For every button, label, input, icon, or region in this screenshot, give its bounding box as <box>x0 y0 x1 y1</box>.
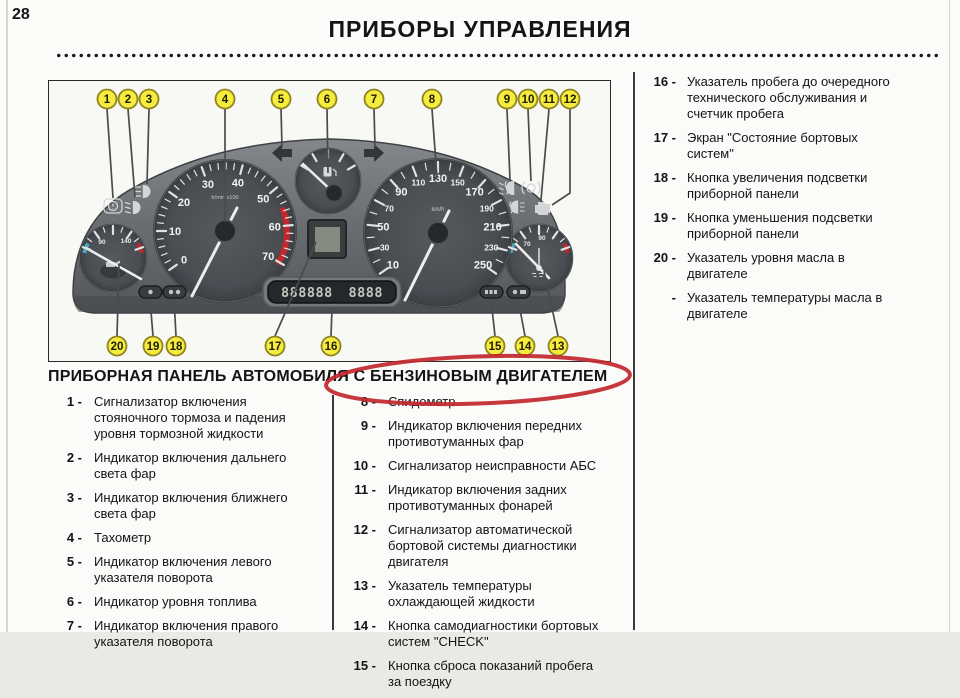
callout-number-16: 16 <box>325 341 338 353</box>
callout-number-5: 5 <box>278 94 285 106</box>
legend-item-text: Указатель уровня масла в двигателе <box>687 250 845 282</box>
callout-number-11: 11 <box>543 94 556 106</box>
legend-item-number: 4 - <box>48 530 94 546</box>
legend-item-number: 10 - <box>342 458 388 474</box>
legend-item <box>48 530 330 546</box>
legend-item-text: Экран "Состояние бортовых систем" <box>687 130 858 162</box>
legend-item-text: Кнопка увеличения подсветки приборной панели <box>687 170 867 202</box>
legend-item-text: Указатель пробега до очередного технического обслуживания и счетчик пробега <box>687 74 890 122</box>
callout-number-17: 17 <box>269 341 282 353</box>
gauge-scale-label: 90 <box>395 187 407 199</box>
legend-item <box>648 250 944 282</box>
callout-number-18: 18 <box>170 341 183 353</box>
brighten-button <box>163 286 186 298</box>
gauge-scale-label: 230 <box>484 242 498 252</box>
legend-item-number: 9 - <box>342 418 388 450</box>
callout-number-14: 14 <box>519 341 532 353</box>
legend-item <box>48 594 330 610</box>
legend-item-number: 14 - <box>342 618 388 650</box>
legend-item <box>648 170 944 202</box>
legend-item-text: Индикатор включения правого указателя поворота <box>94 618 278 650</box>
legend-item-number: 8 - <box>342 394 388 410</box>
legend-item-number: 5 - <box>48 554 94 586</box>
legend-item-number: 19 - <box>648 210 687 242</box>
legend-item-text: Индикатор включения передних противотуманных фар <box>388 418 582 450</box>
gauge-scale-label: 170 <box>465 187 483 199</box>
legend-item <box>48 450 330 482</box>
fuel-gauge-hub <box>326 185 343 202</box>
dotted-rule <box>55 53 940 58</box>
legend-item-number: 18 - <box>648 170 687 202</box>
legend-item-number: 7 - <box>48 618 94 650</box>
page-edge-left <box>6 0 8 632</box>
legend-item <box>648 130 944 162</box>
page-edge-right <box>949 0 951 632</box>
legend-item <box>342 418 630 450</box>
gauge-scale-label: 210 <box>483 221 501 233</box>
gauge-scale-label: 60 <box>269 221 281 233</box>
gauge-scale-label: 50 <box>257 194 269 206</box>
legend-item-number: 1 - <box>48 394 94 442</box>
odometer-digits: 888888 8888 <box>281 285 383 301</box>
legend-item <box>648 290 944 322</box>
gauge-scale-label: 30 <box>202 179 214 191</box>
coolant-gauge-label-90: 90 <box>538 235 546 242</box>
callout-number-2: 2 <box>125 94 131 106</box>
odometer-display <box>263 277 401 307</box>
tach-hub <box>214 220 236 242</box>
status-screen <box>308 220 346 258</box>
legend-item-number: 11 - <box>342 482 388 514</box>
legend-item <box>342 618 630 650</box>
speedo-hub <box>427 222 449 244</box>
tach-unit-label: tr/min x100 <box>211 195 238 201</box>
column-divider-legend <box>332 395 334 630</box>
legend-item <box>648 74 944 122</box>
legend-item <box>48 618 330 650</box>
coolant-gauge-label-70: 70 <box>523 241 531 248</box>
gauge-scale-label: 150 <box>451 177 465 187</box>
right-description-column <box>648 74 944 330</box>
gauge-scale-label: 50 <box>377 221 389 233</box>
dim-button <box>139 286 162 298</box>
gauge-scale-label: 190 <box>480 203 494 213</box>
legend-item-text: Указатель температуры масла в двигателе <box>687 290 882 322</box>
legend-column-2 <box>342 394 630 698</box>
legend-item <box>648 210 944 242</box>
legend-item-number: 2 - <box>48 450 94 482</box>
legend-item-number: 13 - <box>342 578 388 610</box>
legend-item <box>342 394 630 410</box>
gauge-scale-label: 40 <box>232 178 244 190</box>
gauge-scale-label: 0 <box>181 255 187 267</box>
legend-item-text: Индикатор включения ближнего света фар <box>94 490 288 522</box>
legend-item <box>342 578 630 610</box>
legend-item-text: Сигнализатор автоматической бортовой системы диагностики двигателя <box>388 522 577 570</box>
gauge-scale-label: 10 <box>169 226 181 238</box>
legend-item-text: Кнопка сброса показаний пробега за поездку <box>388 658 593 690</box>
legend-item-text: Индикатор уровня топлива <box>94 594 257 610</box>
legend-item-number: 3 - <box>48 490 94 522</box>
legend-item-text: Индикатор включения задних противотуманных фонарей <box>388 482 567 514</box>
callout-number-3: 3 <box>146 94 152 106</box>
gauge-scale-label: 250 <box>474 259 492 271</box>
legend-item-text: Кнопка уменьшения подсветки приборной панели <box>687 210 873 242</box>
callout-number-12: 12 <box>564 94 577 106</box>
legend-item-number: 16 - <box>648 74 687 122</box>
callout-number-4: 4 <box>222 94 229 106</box>
legend-item-text: Кнопка самодиагностики бортовых систем "CHECK" <box>388 618 598 650</box>
gauge-scale-label: 20 <box>178 197 190 209</box>
legend-item <box>342 482 630 514</box>
callout-number-13: 13 <box>552 341 565 353</box>
legend-item-number: 6 - <box>48 594 94 610</box>
legend-item <box>48 554 330 586</box>
legend-item-text: Спидометр <box>388 394 455 410</box>
legend-item <box>342 522 630 570</box>
instrument-cluster-figure <box>49 81 610 361</box>
section-heading: ПРИБОРНАЯ ПАНЕЛЬ АВТОМОБИЛЯ С БЕНЗИНОВЫМ ДВИГАТЕЛЕМ <box>48 368 607 386</box>
callout-number-10: 10 <box>522 94 535 106</box>
legend-item-number: 12 - <box>342 522 388 570</box>
legend-item-number: 15 - <box>342 658 388 690</box>
legend-column-1 <box>48 394 330 658</box>
legend-item-text: Индикатор включения дальнего света фар <box>94 450 286 482</box>
gauge-scale-label: 130 <box>429 173 447 185</box>
legend-item-text: Сигнализатор включения стояночного тормоза и падения уровня тормозной жидкости <box>94 394 286 442</box>
legend-item-number: - <box>648 290 687 322</box>
callout-number-15: 15 <box>489 341 502 353</box>
gauge-scale-label: 70 <box>384 203 394 213</box>
callout-number-8: 8 <box>429 94 436 106</box>
gauge-scale-label: 70 <box>262 251 274 263</box>
legend-item-text: Индикатор включения левого указателя поворота <box>94 554 272 586</box>
oil-gauge-label-140: 140 <box>121 238 132 245</box>
cluster-figure-frame <box>48 80 611 362</box>
callout-number-19: 19 <box>147 341 160 353</box>
callout-number-20: 20 <box>111 341 124 353</box>
callout-number-6: 6 <box>324 94 330 106</box>
gauge-scale-label: 30 <box>380 242 390 252</box>
gauge-scale-label: 10 <box>387 259 399 271</box>
page-number: 28 <box>12 6 30 24</box>
callout-number-9: 9 <box>504 94 510 106</box>
callout-number-7: 7 <box>371 94 377 106</box>
page-title: ПРИБОРЫ УПРАВЛЕНИЯ <box>0 16 960 43</box>
speedo-unit-label: km/h <box>431 207 444 213</box>
legend-item-number: 20 - <box>648 250 687 282</box>
legend-item-text: Сигнализатор неисправности АБС <box>388 458 596 474</box>
callout-number-1: 1 <box>104 94 111 106</box>
legend-item <box>342 458 630 474</box>
gauge-scale-label: 110 <box>412 177 426 187</box>
column-divider-right <box>633 72 635 630</box>
legend-item-number: 17 - <box>648 130 687 162</box>
legend-item <box>48 490 330 522</box>
check-button <box>507 286 530 298</box>
legend-item <box>342 658 630 690</box>
legend-item-text: Указатель температуры охлаждающей жидкости <box>388 578 535 610</box>
legend-item <box>48 394 330 442</box>
trip-reset-button <box>480 286 503 298</box>
legend-item-text: Тахометр <box>94 530 151 546</box>
oil-gauge-label-90: 90 <box>98 239 106 246</box>
